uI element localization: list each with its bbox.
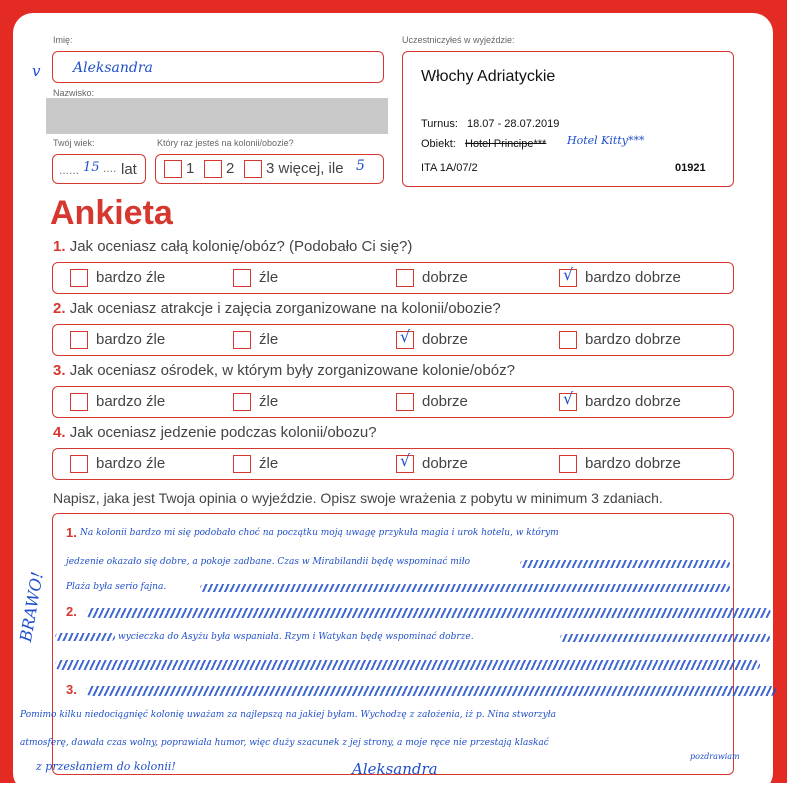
question-text: Jak oceniasz atrakcje i zajęcia zorganizowane na kolonii/obozie?	[69, 300, 501, 317]
question-1	[53, 238, 412, 255]
answer-option-label: dobrze	[422, 269, 468, 286]
scribble-out	[200, 584, 730, 592]
margin-check-mark: v	[32, 62, 41, 80]
opinion-line-2: jedzenie okazało się dobre, a pokoje zadbane. Czas w Mirabilandii będę wspominać miło	[66, 557, 471, 567]
opinion-line-4: wycieczka do Asyżu była wspaniała. Rzym i Watykan będę wspominać dobrze.	[118, 632, 474, 642]
answer-checkbox-q4-opt2[interactable]	[233, 455, 251, 473]
answer-checkbox-q2-opt4[interactable]	[559, 331, 577, 349]
age-field[interactable]: ...... 15 .... lat	[52, 154, 146, 184]
question-2	[53, 300, 501, 317]
answer-checkbox-q2-opt3[interactable]	[396, 327, 414, 349]
age-label: Twój wiek:	[53, 138, 95, 148]
name-field[interactable]	[52, 51, 384, 83]
participant-label: Uczestniczyłeś w wyjeździe:	[402, 35, 515, 45]
answer-option-label: bardzo dobrze	[585, 331, 681, 348]
answer-checkbox-q3-opt2[interactable]	[233, 393, 251, 411]
age-value: 15	[83, 160, 100, 175]
question-number: 1.	[53, 238, 66, 255]
check-mark-icon: √	[400, 451, 411, 470]
surname-label: Nazwisko:	[53, 88, 95, 98]
scribble-out	[55, 660, 760, 670]
opinion-line-1: Na kolonii bardzo mi się podobało choć na początku moją uwagę przykuła magia i urok hotelu, w którym	[80, 528, 559, 538]
answer-option-label: bardzo dobrze	[585, 269, 681, 286]
question-3	[53, 362, 515, 379]
answer-checkbox-q4-opt4[interactable]	[559, 455, 577, 473]
scribble-out	[86, 686, 776, 696]
trip-code: ITA 1A/07/2	[421, 162, 478, 174]
check-mark-icon: √	[563, 265, 574, 284]
object-handwritten: Hotel Kitty***	[567, 134, 645, 147]
trip-title: Włochy Adriatyckie	[421, 68, 556, 85]
age-unit: lat	[121, 161, 137, 178]
times-field: 1 2 3 więcej, ile 5	[155, 154, 384, 184]
answer-option-label: bardzo dobrze	[585, 393, 681, 410]
answer-option-label: bardzo źle	[96, 455, 166, 472]
survey-page: Imię: v Aleksandra Nazwisko: Twój wiek: ...... 15 .... lat Który raz jesteś na kolonii/obozie? 1 2 3 więcej, ile 5 Uczestniczyłeś w wyjeździe: Włochy Adriatyckie Turnus: 18.07 - 28.07.2019 Obiekt: Hotel Principe*** Hotel Kitty*** ITA 1A/07/2 01921 Ankieta 1. Jak oceniasz całą kolonię/obóz? (Podobało Ci się?) bardzo źle źle dobrze √ bardzo dobrze 2. Jak oceniasz atrakcje i zajęcia zorganizowane na kolonii/obozie? bardzo źle źle √ dobrze bardzo dobrze 3. Jak oceniasz ośrodek, w którym były zorganizowane kolonie/obóz? bardzo źle źle dobrze √ bardzo dobrze 4. Jak oceniasz jedzenie podczas kolonii/obozu? bardzo źle źle √ dobrze bardzo dobrze Napisz, jaka jest Twoja opinia o wyjeździe. Opisz swoje wrażenia z pobytu w minimum 3 zdaniach. 1. 2. 3. Na kolonii bardzo mi się podobało choć na początku moją uwagę przykuła magia i urok hotelu, w którym jedzenie okazało się dobre, a pokoje zadbane. Czas w Mirabilandii będę wspominać miło Plaża była serio fajna. wycieczka do Asyżu była wspaniała. Rzym i Watykan będę wspominać dobrze. Pomimo kilku niedociągnięć kolonię uważam za najlepszą na jakiej byłam. Wychodzę z założenia, iż p. Nina stworzyła atmosferę, dawała czas wolny, poprawiała humor, więc duży szacunek z jej strony, a moje ręce nie przestają klaskać z przesłaniem do kolonii! BRAWO! Aleksandra pozdrawiam	[0, 0, 787, 783]
answer-option-label: źle	[259, 455, 279, 472]
question-number: 2.	[53, 300, 66, 317]
answer-option-label: źle	[259, 331, 279, 348]
check-mark-icon: √	[400, 327, 411, 346]
survey-title: Ankieta	[50, 194, 173, 232]
times-checkbox-3[interactable]	[244, 160, 262, 178]
answer-option-label: dobrze	[422, 455, 468, 472]
question-4	[53, 424, 377, 441]
name-label: Imię:	[53, 35, 73, 45]
times-checkbox-2[interactable]	[204, 160, 222, 178]
answer-option-label: dobrze	[422, 331, 468, 348]
answer-option-label: bardzo źle	[96, 269, 166, 286]
question-text: Jak oceniasz jedzenie podczas kolonii/obozu?	[69, 424, 377, 441]
answer-checkbox-q1-opt2[interactable]	[233, 269, 251, 287]
trip-info-box: Włochy Adriatyckie Turnus: 18.07 - 28.07.2019 Obiekt: Hotel Principe*** Hotel Kitty*** ITA 1A/07/2 01921	[402, 51, 734, 187]
answer-checkbox-q3-opt4[interactable]	[559, 389, 577, 411]
scribble-out	[560, 634, 770, 642]
answer-checkbox-q1-opt3[interactable]	[396, 269, 414, 287]
bravo-note: BRAWO!	[16, 570, 47, 644]
answer-checkbox-q2-opt1[interactable]	[70, 331, 88, 349]
question-text: Jak oceniasz całą kolonię/obóz? (Podobało Ci się?)	[69, 238, 413, 255]
answer-checkbox-q4-opt1[interactable]	[70, 455, 88, 473]
opinion-line-7: z przesłaniem do kolonii!	[36, 760, 176, 773]
name-value: Aleksandra	[73, 60, 153, 76]
answer-checkbox-q1-opt1[interactable]	[70, 269, 88, 287]
opinion-line-5: Pomimo kilku niedociągnięć kolonię uważam za najlepszą na jakiej byłam. Wychodzę z założenia, iż p. Nina stworzyła	[20, 710, 557, 720]
times-value: 5	[356, 158, 365, 174]
question-number: 3.	[53, 362, 66, 379]
object-printed: Hotel Principe***	[465, 138, 547, 150]
answer-checkbox-q3-opt3[interactable]	[396, 393, 414, 411]
times-label: Który raz jesteś na kolonii/obozie?	[157, 138, 294, 148]
answer-checkbox-q4-opt3[interactable]	[396, 451, 414, 473]
scribble-out	[520, 560, 730, 568]
answer-checkbox-q1-opt4[interactable]	[559, 265, 577, 287]
answer-option-label: źle	[259, 269, 279, 286]
answer-checkbox-q3-opt1[interactable]	[70, 393, 88, 411]
opinion-prompt: Napisz, jaka jest Twoja opinia o wyjeździe. Opisz swoje wrażenia z pobytu w minimum 3 zdaniach.	[53, 490, 663, 506]
scribble-out	[55, 633, 115, 641]
answer-option-label: bardzo dobrze	[585, 455, 681, 472]
times-checkbox-1[interactable]	[164, 160, 182, 178]
trip-number: 01921	[675, 162, 706, 174]
turnus-value: 18.07 - 28.07.2019	[467, 118, 560, 130]
check-mark-icon: √	[563, 389, 574, 408]
answer-option-label: bardzo źle	[96, 393, 166, 410]
signature: Aleksandra	[352, 760, 438, 778]
answer-checkbox-q2-opt2[interactable]	[233, 331, 251, 349]
answer-option-label: dobrze	[422, 393, 468, 410]
opinion-box[interactable]	[52, 513, 734, 775]
surname-redacted-block	[46, 98, 388, 134]
margin-note: pozdrawiam	[690, 752, 740, 761]
question-text: Jak oceniasz ośrodek, w którym były zorganizowane kolonie/obóz?	[69, 362, 515, 379]
question-number: 4.	[53, 424, 66, 441]
answer-option-label: źle	[259, 393, 279, 410]
answer-option-label: bardzo źle	[96, 331, 166, 348]
opinion-line-3: Plaża była serio fajna.	[66, 582, 167, 592]
opinion-line-6: atmosferę, dawała czas wolny, poprawiała humor, więc duży szacunek z jej strony, a moje ręce nie przestają klaskać	[20, 738, 549, 748]
scribble-out	[86, 608, 771, 618]
